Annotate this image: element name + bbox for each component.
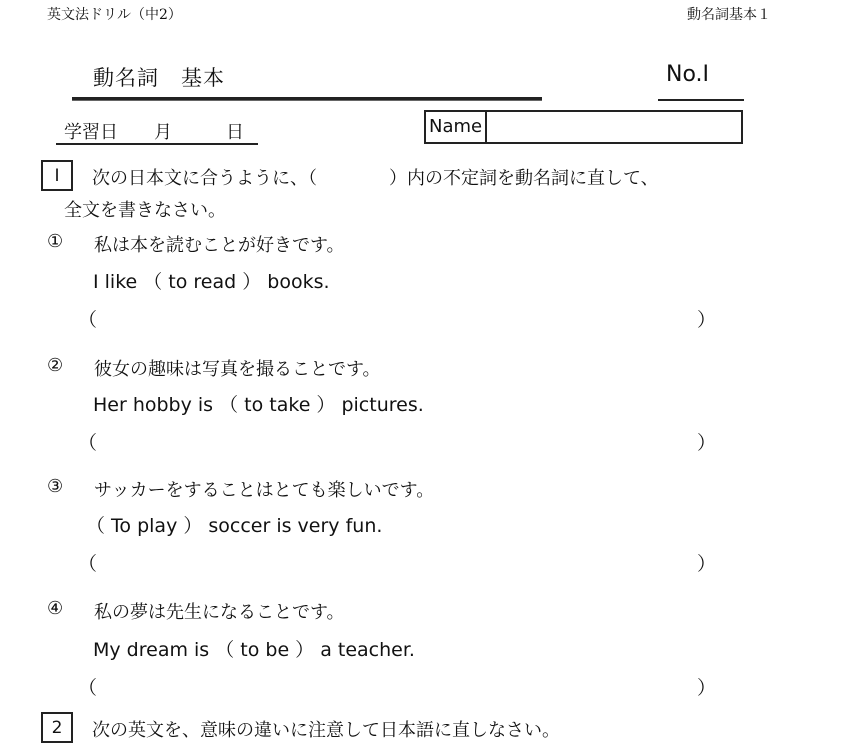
- item-2-answer-open: （: [78, 432, 98, 454]
- item-2-english: Her hobby is （ to take ） pictures.: [93, 394, 424, 416]
- item-3-answer-close: ）: [697, 553, 717, 575]
- item-3-number: ③: [47, 476, 64, 497]
- header-left: 英文法ドリル（中2）: [47, 7, 182, 23]
- item-3-english: （ To play ） soccer is very fun.: [86, 515, 383, 537]
- section-2-number: 2: [41, 712, 73, 743]
- title-underline: [72, 97, 542, 101]
- item-1-english: I like （ to read ） books.: [93, 271, 330, 293]
- study-date-underline: [56, 143, 258, 145]
- header-right: 動名詞基本１: [687, 7, 771, 23]
- sheet-number: No.Ⅰ: [666, 62, 710, 87]
- item-3-answer-open: （: [78, 553, 98, 575]
- item-4-number: ④: [47, 598, 64, 619]
- item-4-answer-open: （: [78, 677, 98, 699]
- item-1-japanese: 私は本を読むことが好きです。: [94, 235, 345, 256]
- item-2-number: ②: [47, 355, 64, 376]
- page-title: 動名詞 基本: [93, 66, 225, 90]
- item-4-answer-close: ）: [697, 677, 717, 699]
- name-field[interactable]: [424, 110, 743, 144]
- section-1-number: Ⅰ: [41, 160, 73, 191]
- section-1-instruction-line-1: 次の日本文に合うように、（ ）内の不定詞を動名詞に直して、: [92, 168, 659, 189]
- item-1-answer-open: （: [78, 309, 98, 331]
- item-3-japanese: サッカーをすることはとても楽しいです。: [94, 480, 435, 501]
- item-2-japanese: 彼女の趣味は写真を撮ることです。: [94, 359, 381, 380]
- study-date-label: 学習日 月 日: [64, 122, 244, 143]
- sheet-number-underline: [658, 99, 744, 101]
- section-2-instruction: 次の英文を、意味の違いに注意して日本語に直しなさい。: [92, 720, 560, 741]
- item-1-number: ①: [47, 231, 64, 252]
- item-2-answer-close: ）: [697, 432, 717, 454]
- name-label: Name: [426, 112, 487, 142]
- item-4-english: My dream is （ to be ） a teacher.: [93, 639, 415, 661]
- item-1-answer-close: ）: [697, 309, 717, 331]
- section-1-instruction-line-2: 全文を書きなさい。: [64, 200, 226, 221]
- item-4-japanese: 私の夢は先生になることです。: [94, 602, 345, 623]
